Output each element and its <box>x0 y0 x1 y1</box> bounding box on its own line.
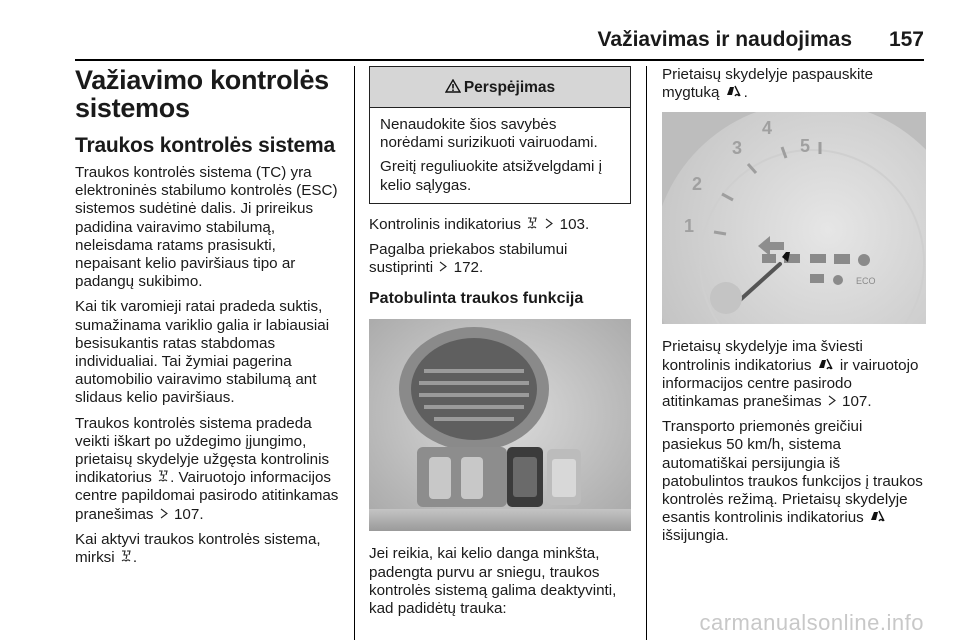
traction-control-icon <box>158 469 168 487</box>
traction-control-icon <box>527 216 537 234</box>
tc-off-icon <box>870 509 886 527</box>
paragraph <box>75 415 345 524</box>
paragraph <box>369 241 631 277</box>
column-1 <box>75 66 345 574</box>
tc-off-icon <box>818 357 834 375</box>
text: ir vairuotojo informacijos centre pasirodo atitinkamas pranešimas <box>662 356 919 411</box>
text: . Vairuotojo informacijos centre papildomai pasirodo atitinkamas pranešimas <box>75 469 339 523</box>
text: Traukos kontrolės sistema pradeda veikti iškart po uždegimo įjungimo, prietaisų skydelyje užgęsta kontrolinis indikatorius <box>75 414 330 487</box>
subsection-title: Traukos kontrolės sistema <box>75 134 335 157</box>
text: . <box>743 84 748 102</box>
instrument-cluster-photo <box>662 112 926 324</box>
paragraph: Traukos kontrolės sistema (TC) yra elektroninės stabilumo kontrolės (ESC) sistemos sudėtinė dalis. Ji prireikus padidina vairavimo stabilumą, neleisdama ratams prasisukti, nepaisant kelio paviršiaus tipo ar padangų sukibimo. <box>75 164 338 291</box>
text: Pagalba priekabos stabilumui sustiprinti <box>369 241 568 277</box>
gauge-number: 4 <box>762 118 773 139</box>
ref-arrow-icon <box>439 259 447 277</box>
ref-arrow-icon <box>160 506 168 524</box>
tc-off-icon <box>726 84 742 102</box>
gauge-number: 2 <box>692 174 703 195</box>
text: išsijungia. <box>662 527 729 545</box>
paragraph <box>662 418 926 545</box>
text: Kontrolinis indikatorius <box>369 215 521 233</box>
section-title: Važiavimo kontrolės sistemos <box>75 65 329 123</box>
page-reference[interactable]: 107. <box>173 505 204 523</box>
paragraph <box>662 338 926 411</box>
subsection-title: Patobulinta traukos funkcija <box>369 290 584 308</box>
page-reference[interactable]: 107. <box>842 393 872 411</box>
warning-header <box>370 67 630 108</box>
gauge-number: 5 <box>800 136 811 157</box>
column-divider-2 <box>646 66 647 640</box>
column-3 <box>662 66 926 553</box>
text: . <box>132 549 138 567</box>
warning-box <box>369 66 631 204</box>
page-reference[interactable]: 172. <box>453 259 484 277</box>
watermark: carmanualsonline.info <box>699 610 924 635</box>
header-rule <box>75 59 924 61</box>
paragraph <box>662 66 926 102</box>
column-2 <box>369 66 631 625</box>
text: Prietaisų skydelyje ima šviesti kontrolinis indikatorius <box>662 338 863 374</box>
warning-title: Perspėjimas <box>463 79 556 96</box>
gauge-number: 1 <box>684 216 695 237</box>
traction-control-icon <box>121 549 131 567</box>
paragraph: Jei reikia, kai kelio danga minkšta, padengta purvu ar sniegu, traukos kontrolės sistemą galima deaktyvinti, kad padidėtų trauka: <box>369 545 617 618</box>
warning-text: Greitį reguliuokite atsižvelgdami į kelio sąlygas. <box>380 158 602 194</box>
warning-triangle-icon <box>445 67 461 107</box>
text: Kai aktyvi traukos kontrolės sistema, mirksi <box>75 530 321 567</box>
paragraph <box>369 216 631 234</box>
page-number: 157 <box>888 28 924 51</box>
text: Transporto priemonės greičiui pasiekus 50 km/h, sistema automatiškai persijungia iš patobulintos traukos funkcijos į traukos kontrolės režimą. Prietaisų skydelyje esantis kontrolinis indikatorius <box>662 418 923 527</box>
warning-text: Nenaudokite šios savybės norėdami surizikuoti vairuodami. <box>380 116 598 152</box>
paragraph: Kai tik varomieji ratai pradeda suktis, sumažinama variklio galia ir labiausiai besisukantis ratas stabdomas individualiai. Tai žymiai pagerina automobilio vairavimo stabilumą ant slidaus kelio paviršiaus. <box>75 298 330 407</box>
gauge-number: 3 <box>732 138 743 159</box>
column-divider-1 <box>354 66 355 640</box>
paragraph <box>75 531 345 567</box>
ref-arrow-icon <box>828 393 836 411</box>
dashboard-switch-photo <box>369 319 631 531</box>
ref-arrow-icon <box>545 216 553 234</box>
eco-label: ECO <box>856 276 876 287</box>
page-reference[interactable]: 103. <box>559 215 590 233</box>
page-header-title: Važiavimas ir naudojimas <box>597 28 852 51</box>
text: Prietaisų skydelyje paspauskite mygtuką <box>662 66 874 102</box>
